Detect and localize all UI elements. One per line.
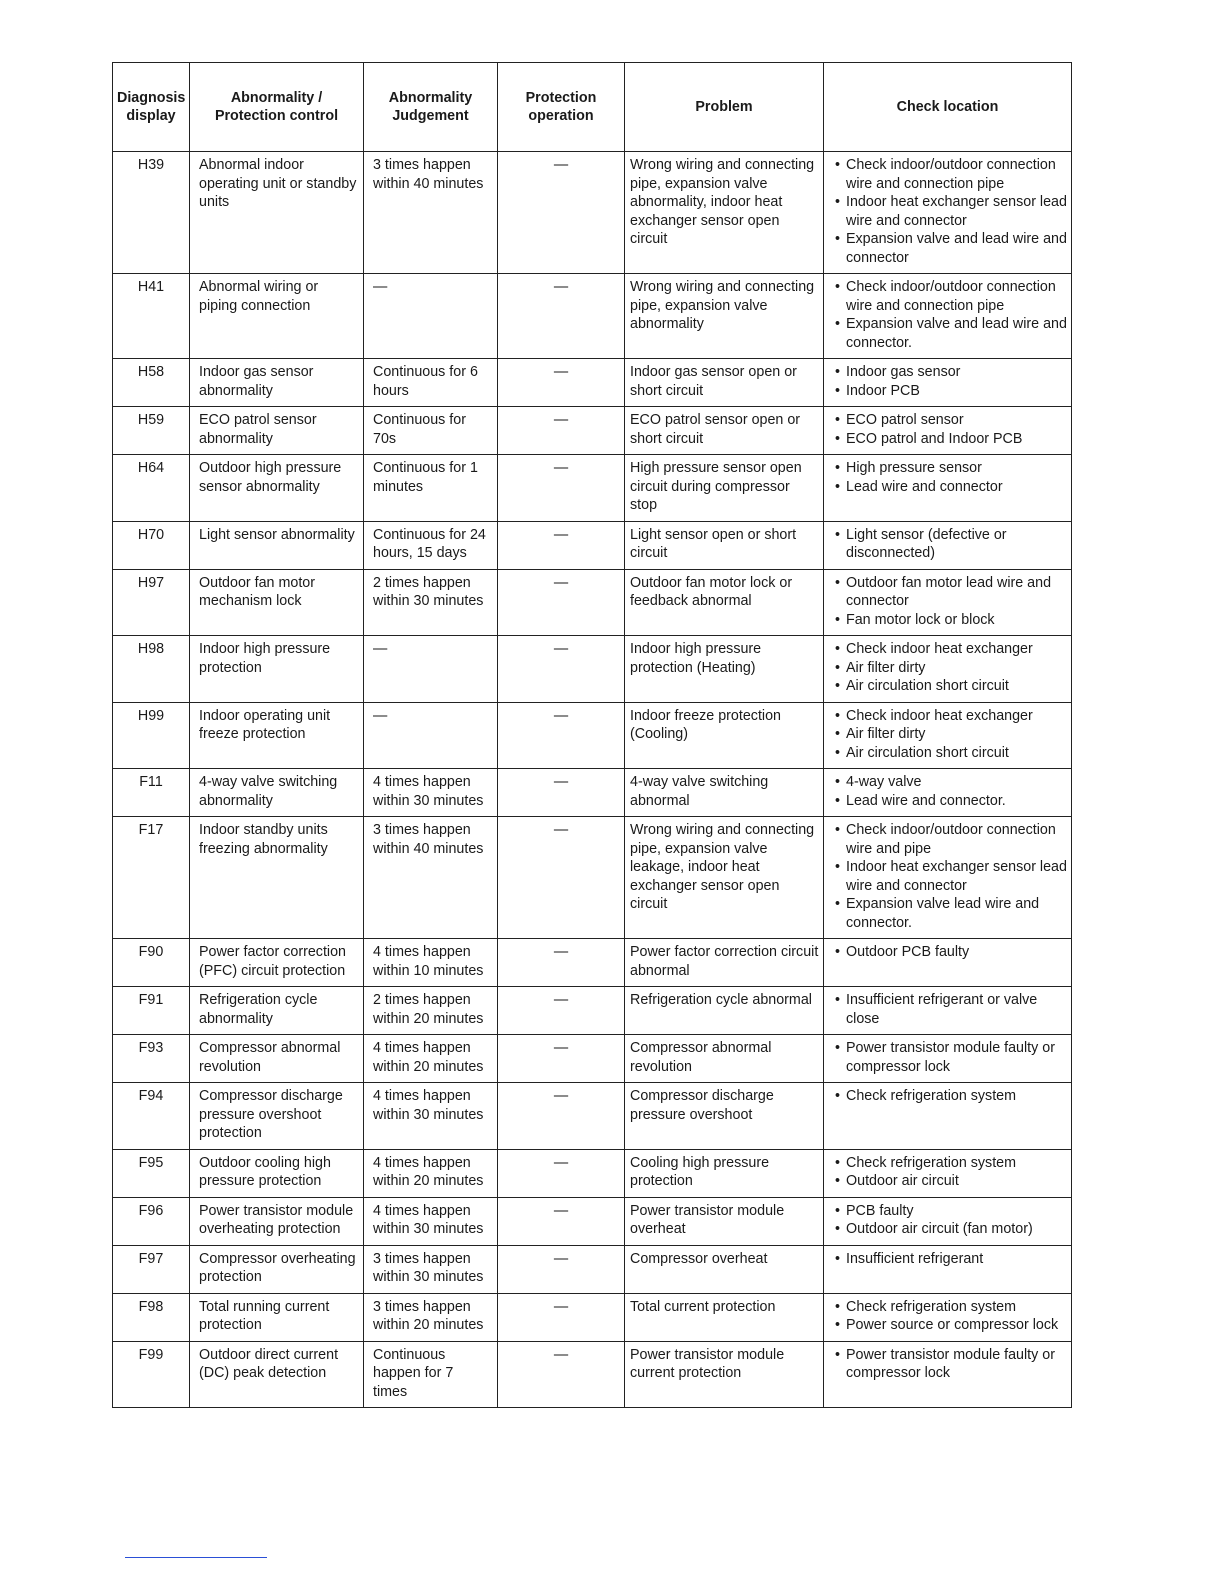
- judgement-cell: 3 times happen within 20 minutes: [364, 1293, 498, 1341]
- abnormality-cell: Indoor gas sensor abnormality: [190, 359, 364, 407]
- check-location-list: [835, 526, 1068, 563]
- check-location-item: • Light sensor (defective or disconnected): [835, 526, 1068, 563]
- check-location-item: • Air circulation short circuit: [835, 677, 1068, 696]
- judgement-cell: 2 times happen within 30 minutes: [364, 569, 498, 636]
- check-location-list: [835, 821, 1068, 932]
- check-location-cell: [824, 274, 1072, 359]
- check-location-list: [835, 363, 1068, 400]
- diagnosis-code-cell: F99: [113, 1341, 190, 1408]
- protection-operation-cell: —: [498, 359, 625, 407]
- judgement-cell: Continuous for 70s: [364, 407, 498, 455]
- check-location-item: • Expansion valve lead wire and connector.: [835, 895, 1068, 932]
- check-location-item: • 4-way valve: [835, 773, 1068, 792]
- check-location-item: • Air filter dirty: [835, 725, 1068, 744]
- judgement-cell: Continuous happen for 7 times: [364, 1341, 498, 1408]
- table-row: [113, 1341, 1072, 1408]
- abnormality-cell: ECO patrol sensor abnormality: [190, 407, 364, 455]
- abnormality-cell: 4-way valve switching abnormality: [190, 769, 364, 817]
- check-location-cell: [824, 939, 1072, 987]
- check-location-item: • Fan motor lock or block: [835, 611, 1068, 630]
- table-row: [113, 521, 1072, 569]
- check-location-list: [835, 1346, 1068, 1383]
- abnormality-cell: Compressor overheating protection: [190, 1245, 364, 1293]
- header-check-location: Check location: [824, 63, 1072, 152]
- table-body: [113, 152, 1072, 1408]
- table-row: [113, 817, 1072, 939]
- protection-operation-cell: —: [498, 152, 625, 274]
- check-location-item: • Check indoor/outdoor connection wire and pipe: [835, 821, 1068, 858]
- diagnosis-code-cell: F97: [113, 1245, 190, 1293]
- check-location-cell: [824, 769, 1072, 817]
- judgement-cell: 4 times happen within 30 minutes: [364, 1083, 498, 1150]
- abnormality-cell: Compressor discharge pressure overshoot protection: [190, 1083, 364, 1150]
- problem-cell: Power transistor module overheat: [625, 1197, 824, 1245]
- diagnosis-code-cell: F90: [113, 939, 190, 987]
- check-location-item: • Expansion valve and lead wire and connector.: [835, 315, 1068, 352]
- diagnosis-code-cell: F96: [113, 1197, 190, 1245]
- check-location-item: • Check indoor/outdoor connection wire and connection pipe: [835, 278, 1068, 315]
- judgement-cell: Continuous for 24 hours, 15 days: [364, 521, 498, 569]
- abnormality-cell: Indoor operating unit freeze protection: [190, 702, 364, 769]
- problem-cell: ECO patrol sensor open or short circuit: [625, 407, 824, 455]
- table-row: [113, 987, 1072, 1035]
- table-row: [113, 407, 1072, 455]
- protection-operation-cell: —: [498, 455, 625, 522]
- abnormality-cell: Refrigeration cycle abnormality: [190, 987, 364, 1035]
- check-location-cell: [824, 702, 1072, 769]
- abnormality-cell: Light sensor abnormality: [190, 521, 364, 569]
- check-location-list: [835, 1087, 1068, 1106]
- abnormality-cell: Total running current protection: [190, 1293, 364, 1341]
- check-location-item: • Outdoor air circuit: [835, 1172, 1068, 1191]
- abnormality-cell: Outdoor high pressure sensor abnormality: [190, 455, 364, 522]
- problem-cell: Compressor discharge pressure overshoot: [625, 1083, 824, 1150]
- header-abnormality-protection-control: Abnormality / Protection control: [190, 63, 364, 152]
- protection-operation-cell: —: [498, 1197, 625, 1245]
- check-location-item: • Outdoor air circuit (fan motor): [835, 1220, 1068, 1239]
- problem-cell: Wrong wiring and connecting pipe, expansion valve abnormality, indoor heat exchanger sensor open circuit: [625, 152, 824, 274]
- check-location-cell: [824, 987, 1072, 1035]
- check-location-item: • Insufficient refrigerant: [835, 1250, 1068, 1269]
- check-location-list: [835, 773, 1068, 810]
- judgement-cell: 4 times happen within 20 minutes: [364, 1149, 498, 1197]
- check-location-item: • Check refrigeration system: [835, 1087, 1068, 1106]
- protection-operation-cell: —: [498, 274, 625, 359]
- diagnosis-table-container: [112, 62, 1071, 1408]
- protection-operation-cell: —: [498, 1245, 625, 1293]
- check-location-item: • ECO patrol and Indoor PCB: [835, 430, 1068, 449]
- judgement-cell: 4 times happen within 20 minutes: [364, 1035, 498, 1083]
- check-location-cell: [824, 152, 1072, 274]
- check-location-cell: [824, 569, 1072, 636]
- check-location-item: • Lead wire and connector.: [835, 792, 1068, 811]
- abnormality-cell: Indoor standby units freezing abnormality: [190, 817, 364, 939]
- check-location-item: • Outdoor fan motor lead wire and connector: [835, 574, 1068, 611]
- check-location-list: [835, 1154, 1068, 1191]
- table-row: [113, 702, 1072, 769]
- diagnosis-code-cell: F17: [113, 817, 190, 939]
- check-location-cell: [824, 1245, 1072, 1293]
- check-location-list: [835, 459, 1068, 496]
- header-abnormality-judgement: Abnormality Judgement: [364, 63, 498, 152]
- table-row: [113, 636, 1072, 703]
- table-row: [113, 274, 1072, 359]
- header-protection-operation: Protection operation: [498, 63, 625, 152]
- abnormality-cell: Outdoor fan motor mechanism lock: [190, 569, 364, 636]
- abnormality-cell: Power transistor module overheating protection: [190, 1197, 364, 1245]
- table-row: [113, 1149, 1072, 1197]
- abnormality-cell: Indoor high pressure protection: [190, 636, 364, 703]
- problem-cell: Light sensor open or short circuit: [625, 521, 824, 569]
- check-location-cell: [824, 1149, 1072, 1197]
- protection-operation-cell: —: [498, 569, 625, 636]
- protection-operation-cell: —: [498, 1149, 625, 1197]
- problem-cell: Power transistor module current protection: [625, 1341, 824, 1408]
- table-row: [113, 455, 1072, 522]
- check-location-item: • Outdoor PCB faulty: [835, 943, 1068, 962]
- problem-cell: Compressor abnormal revolution: [625, 1035, 824, 1083]
- check-location-item: • Insufficient refrigerant or valve close: [835, 991, 1068, 1028]
- table-row: [113, 769, 1072, 817]
- protection-operation-cell: —: [498, 1341, 625, 1408]
- check-location-cell: [824, 1083, 1072, 1150]
- protection-operation-cell: —: [498, 769, 625, 817]
- check-location-item: • High pressure sensor: [835, 459, 1068, 478]
- check-location-item: • PCB faulty: [835, 1202, 1068, 1221]
- table-row: [113, 1035, 1072, 1083]
- judgement-cell: 2 times happen within 20 minutes: [364, 987, 498, 1035]
- table-header-row: [113, 63, 1072, 152]
- diagnosis-code-cell: F91: [113, 987, 190, 1035]
- judgement-cell: Continuous for 1 minutes: [364, 455, 498, 522]
- protection-operation-cell: —: [498, 817, 625, 939]
- judgement-cell: —: [364, 274, 498, 359]
- check-location-list: [835, 707, 1068, 763]
- judgement-cell: 3 times happen within 30 minutes: [364, 1245, 498, 1293]
- judgement-cell: Continuous for 6 hours: [364, 359, 498, 407]
- diagnosis-code-cell: F98: [113, 1293, 190, 1341]
- judgement-cell: 4 times happen within 10 minutes: [364, 939, 498, 987]
- check-location-item: • Check indoor/outdoor connection wire and connection pipe: [835, 156, 1068, 193]
- problem-cell: 4-way valve switching abnormal: [625, 769, 824, 817]
- diagnosis-code-cell: F94: [113, 1083, 190, 1150]
- problem-cell: High pressure sensor open circuit during compressor stop: [625, 455, 824, 522]
- table-row: [113, 1083, 1072, 1150]
- diagnosis-code-cell: H59: [113, 407, 190, 455]
- table-row: [113, 1197, 1072, 1245]
- check-location-cell: [824, 1197, 1072, 1245]
- check-location-cell: [824, 407, 1072, 455]
- diagnosis-code-cell: H97: [113, 569, 190, 636]
- problem-cell: Indoor high pressure protection (Heating): [625, 636, 824, 703]
- check-location-cell: [824, 636, 1072, 703]
- diagnosis-code-cell: H70: [113, 521, 190, 569]
- check-location-item: • Check indoor heat exchanger: [835, 707, 1068, 726]
- check-location-item: • Indoor PCB: [835, 382, 1068, 401]
- judgement-cell: 3 times happen within 40 minutes: [364, 817, 498, 939]
- diagnosis-code-cell: H98: [113, 636, 190, 703]
- check-location-list: [835, 943, 1068, 962]
- diagnosis-code-cell: F95: [113, 1149, 190, 1197]
- protection-operation-cell: —: [498, 1083, 625, 1150]
- check-location-item: • Expansion valve and lead wire and connector: [835, 230, 1068, 267]
- check-location-list: [835, 991, 1068, 1028]
- diagnosis-code-cell: F93: [113, 1035, 190, 1083]
- check-location-cell: [824, 1035, 1072, 1083]
- protection-operation-cell: —: [498, 939, 625, 987]
- protection-operation-cell: —: [498, 407, 625, 455]
- judgement-cell: —: [364, 702, 498, 769]
- check-location-item: • ECO patrol sensor: [835, 411, 1068, 430]
- problem-cell: Indoor gas sensor open or short circuit: [625, 359, 824, 407]
- protection-operation-cell: —: [498, 521, 625, 569]
- abnormality-cell: Compressor abnormal revolution: [190, 1035, 364, 1083]
- check-location-item: • Power transistor module faulty or compressor lock: [835, 1346, 1068, 1383]
- problem-cell: Indoor freeze protection (Cooling): [625, 702, 824, 769]
- protection-operation-cell: —: [498, 636, 625, 703]
- judgement-cell: —: [364, 636, 498, 703]
- diagnosis-table: [112, 62, 1072, 1408]
- check-location-item: • Power source or compressor lock: [835, 1316, 1068, 1335]
- check-location-cell: [824, 817, 1072, 939]
- abnormality-cell: Outdoor cooling high pressure protection: [190, 1149, 364, 1197]
- check-location-list: [835, 278, 1068, 352]
- judgement-cell: 4 times happen within 30 minutes: [364, 1197, 498, 1245]
- check-location-item: • Power transistor module faulty or compressor lock: [835, 1039, 1068, 1076]
- table-row: [113, 359, 1072, 407]
- check-location-item: • Indoor heat exchanger sensor lead wire and connector: [835, 858, 1068, 895]
- check-location-item: • Air circulation short circuit: [835, 744, 1068, 763]
- judgement-cell: 3 times happen within 40 minutes: [364, 152, 498, 274]
- table-row: [113, 569, 1072, 636]
- check-location-list: [835, 1250, 1068, 1269]
- judgement-cell: 4 times happen within 30 minutes: [364, 769, 498, 817]
- table-row: [113, 939, 1072, 987]
- check-location-cell: [824, 1341, 1072, 1408]
- check-location-cell: [824, 359, 1072, 407]
- diagnosis-code-cell: H39: [113, 152, 190, 274]
- check-location-item: • Check refrigeration system: [835, 1298, 1068, 1317]
- abnormality-cell: Power factor correction (PFC) circuit protection: [190, 939, 364, 987]
- abnormality-cell: Abnormal wiring or piping connection: [190, 274, 364, 359]
- diagnosis-code-cell: H64: [113, 455, 190, 522]
- table-row: [113, 152, 1072, 274]
- protection-operation-cell: —: [498, 1035, 625, 1083]
- problem-cell: Compressor overheat: [625, 1245, 824, 1293]
- problem-cell: Wrong wiring and connecting pipe, expansion valve abnormality: [625, 274, 824, 359]
- check-location-item: • Check indoor heat exchanger: [835, 640, 1068, 659]
- protection-operation-cell: —: [498, 702, 625, 769]
- check-location-list: [835, 411, 1068, 448]
- check-location-list: [835, 156, 1068, 267]
- check-location-cell: [824, 455, 1072, 522]
- problem-cell: Wrong wiring and connecting pipe, expansion valve leakage, indoor heat exchanger sensor open circuit: [625, 817, 824, 939]
- problem-cell: Outdoor fan motor lock or feedback abnormal: [625, 569, 824, 636]
- problem-cell: Refrigeration cycle abnormal: [625, 987, 824, 1035]
- check-location-list: [835, 574, 1068, 630]
- problem-cell: Total current protection: [625, 1293, 824, 1341]
- check-location-item: • Check refrigeration system: [835, 1154, 1068, 1173]
- check-location-item: • Indoor gas sensor: [835, 363, 1068, 382]
- check-location-item: • Lead wire and connector: [835, 478, 1068, 497]
- protection-operation-cell: —: [498, 987, 625, 1035]
- diagnosis-code-cell: H58: [113, 359, 190, 407]
- diagnosis-code-cell: H41: [113, 274, 190, 359]
- check-location-cell: [824, 1293, 1072, 1341]
- check-location-item: • Indoor heat exchanger sensor lead wire and connector: [835, 193, 1068, 230]
- check-location-list: [835, 1298, 1068, 1335]
- table-row: [113, 1245, 1072, 1293]
- check-location-list: [835, 1039, 1068, 1076]
- abnormality-cell: Abnormal indoor operating unit or standby units: [190, 152, 364, 274]
- header-diagnosis-display: Diagnosis display: [113, 63, 190, 152]
- diagnosis-code-cell: F11: [113, 769, 190, 817]
- diagnosis-code-cell: H99: [113, 702, 190, 769]
- footer-rule: [125, 1557, 267, 1558]
- problem-cell: Cooling high pressure protection: [625, 1149, 824, 1197]
- check-location-list: [835, 1202, 1068, 1239]
- protection-operation-cell: —: [498, 1293, 625, 1341]
- table-row: [113, 1293, 1072, 1341]
- check-location-list: [835, 640, 1068, 696]
- check-location-item: • Air filter dirty: [835, 659, 1068, 678]
- abnormality-cell: Outdoor direct current (DC) peak detection: [190, 1341, 364, 1408]
- problem-cell: Power factor correction circuit abnormal: [625, 939, 824, 987]
- check-location-cell: [824, 521, 1072, 569]
- header-problem: Problem: [625, 63, 824, 152]
